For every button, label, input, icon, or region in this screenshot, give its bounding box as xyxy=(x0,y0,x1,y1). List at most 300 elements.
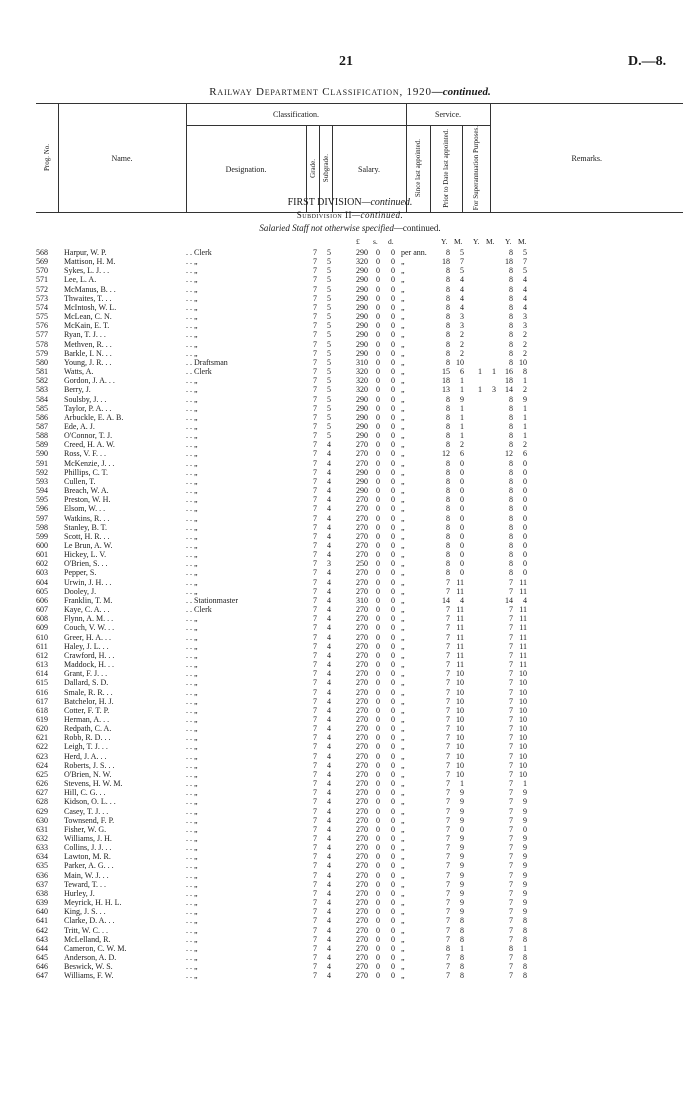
salary-period: „ xyxy=(401,476,405,486)
since-last-months: 0 xyxy=(460,486,464,496)
table-row xyxy=(0,541,700,550)
designation: . . Stationmaster xyxy=(186,595,238,605)
table-row xyxy=(0,385,700,394)
superannuation-years: 7 xyxy=(509,623,513,633)
salary-pence: 0 xyxy=(391,870,395,880)
salary-pence: 0 xyxy=(391,431,395,441)
designation: . . „ xyxy=(186,925,198,935)
salary-shillings: 0 xyxy=(376,495,380,505)
prog-number: 621 xyxy=(36,733,48,743)
designation: . . „ xyxy=(186,779,198,789)
subgrade: 4 xyxy=(327,614,331,624)
table-row xyxy=(0,861,700,870)
salary-period: „ xyxy=(401,431,405,441)
salary-period: „ xyxy=(401,696,405,706)
salary-shillings: 0 xyxy=(376,312,380,322)
prior-years: 1 xyxy=(478,367,482,377)
since-last-months: 0 xyxy=(460,541,464,550)
salary-pence: 0 xyxy=(391,495,395,505)
table-row xyxy=(0,248,700,257)
salary-pounds: 320 xyxy=(356,257,368,267)
salary-pounds: 270 xyxy=(356,962,368,972)
grade: 7 xyxy=(313,559,317,569)
salary-shillings: 0 xyxy=(376,971,380,981)
table-row xyxy=(0,568,700,577)
superannuation-months: 0 xyxy=(523,568,527,578)
prog-number: 614 xyxy=(36,669,48,679)
superannuation-years: 8 xyxy=(509,513,513,523)
superannuation-months: 8 xyxy=(523,916,527,926)
salary-period: „ xyxy=(401,403,405,413)
designation: . . „ xyxy=(186,687,198,697)
grade: 7 xyxy=(313,971,317,981)
grade: 7 xyxy=(313,769,317,779)
superannuation-months: 0 xyxy=(523,541,527,550)
salary-pence: 0 xyxy=(391,522,395,532)
table-row xyxy=(0,275,700,284)
grade: 7 xyxy=(313,797,317,807)
salary-period: „ xyxy=(401,312,405,322)
subgrade: 4 xyxy=(327,934,331,944)
subgrade: 4 xyxy=(327,742,331,752)
since-last-years: 7 xyxy=(446,834,450,843)
subgrade: 5 xyxy=(327,321,331,331)
staff-name: Ross, V. F. . . xyxy=(64,449,106,459)
salary-pence: 0 xyxy=(391,293,395,303)
salary-period: „ xyxy=(401,302,405,312)
table-row xyxy=(0,605,700,614)
grade: 7 xyxy=(313,907,317,917)
superannuation-months: 8 xyxy=(523,367,527,377)
since-last-years: 7 xyxy=(446,934,450,944)
salary-shillings: 0 xyxy=(376,824,380,834)
subgrade: 5 xyxy=(327,421,331,431)
salary-shillings: 0 xyxy=(376,779,380,789)
superannuation-years: 8 xyxy=(509,339,513,349)
since-last-years: 8 xyxy=(446,486,450,496)
prog-number: 647 xyxy=(36,971,48,981)
salary-pounds: 270 xyxy=(356,843,368,853)
superannuation-months: 4 xyxy=(523,595,527,605)
salary-shillings: 0 xyxy=(376,788,380,798)
table-row xyxy=(0,376,700,385)
superannuation-years: 7 xyxy=(509,971,513,981)
table-row xyxy=(0,404,700,413)
prog-number: 593 xyxy=(36,476,48,486)
salary-shillings: 0 xyxy=(376,348,380,358)
months-unit: M. xyxy=(454,237,463,246)
prior-months: 1 xyxy=(492,367,496,377)
staff-name: Preston, W. H. xyxy=(64,495,111,505)
salary-period: „ xyxy=(401,266,405,276)
table-row xyxy=(0,660,700,669)
subgrade: 4 xyxy=(327,971,331,981)
salary-pounds: 270 xyxy=(356,605,368,615)
since-last-years: 8 xyxy=(446,248,450,257)
salary-pence: 0 xyxy=(391,467,395,477)
salary-period: „ xyxy=(401,586,405,596)
salary-pounds: 270 xyxy=(356,669,368,679)
salary-pounds: 270 xyxy=(356,541,368,550)
staff-name: King, J. S. . . xyxy=(64,907,106,917)
subgrade: 4 xyxy=(327,623,331,633)
superannuation-months: 11 xyxy=(519,605,527,615)
salary-pounds: 290 xyxy=(356,421,368,431)
since-last-years: 7 xyxy=(446,852,450,862)
grade: 7 xyxy=(313,962,317,972)
designation: . . „ xyxy=(186,486,198,496)
designation: . . „ xyxy=(186,705,198,715)
staff-name: Herd, J. A. . . xyxy=(64,751,107,761)
salary-pence: 0 xyxy=(391,687,395,697)
prog-number: 570 xyxy=(36,266,48,276)
since-last-months: 9 xyxy=(460,907,464,917)
salary-period: „ xyxy=(401,962,405,972)
salary-period: „ xyxy=(401,907,405,917)
salary-pounds: 270 xyxy=(356,907,368,917)
table-row xyxy=(0,871,700,880)
prog-number: 587 xyxy=(36,421,48,431)
staff-name: Elsom, W. . . xyxy=(64,504,106,514)
since-last-months: 10 xyxy=(456,705,464,715)
since-last-months: 5 xyxy=(460,266,464,276)
designation: . . „ xyxy=(186,504,198,514)
since-last-months: 0 xyxy=(460,467,464,477)
salary-period: „ xyxy=(401,705,405,715)
salary-pounds: 270 xyxy=(356,714,368,724)
staff-name: Grant, F. J. . . xyxy=(64,669,108,679)
salary-period: „ xyxy=(401,760,405,770)
salary-pounds: 270 xyxy=(356,742,368,752)
since-last-months: 0 xyxy=(460,458,464,468)
salary-period: „ xyxy=(401,687,405,697)
salary-shillings: 0 xyxy=(376,321,380,331)
staff-name: Gordon, J. A. . . xyxy=(64,376,115,386)
salary-period: „ xyxy=(401,257,405,267)
superannuation-months: 4 xyxy=(523,293,527,303)
designation: . . „ xyxy=(186,531,198,541)
salary-shillings: 0 xyxy=(376,367,380,377)
grade: 7 xyxy=(313,843,317,853)
salary-pounds: 320 xyxy=(356,385,368,395)
table-row xyxy=(0,706,700,715)
subgrade: 4 xyxy=(327,696,331,706)
salary-pence: 0 xyxy=(391,357,395,367)
salary-shillings: 0 xyxy=(376,568,380,578)
designation: . . „ xyxy=(186,302,198,312)
since-last-years: 7 xyxy=(446,751,450,761)
since-last-years: 7 xyxy=(446,678,450,688)
since-last-months: 10 xyxy=(456,669,464,679)
prior-to-date-header: Prior to Date last appointed. xyxy=(430,126,462,213)
division-heading: FIRST DIVISION—continued. xyxy=(287,197,413,208)
salary-period: „ xyxy=(401,632,405,642)
salary-period: „ xyxy=(401,733,405,743)
staff-name: Watts, A. xyxy=(64,367,94,377)
salary-pounds: 270 xyxy=(356,522,368,532)
salary-pounds: 270 xyxy=(356,568,368,578)
since-last-months: 4 xyxy=(460,284,464,294)
grade: 7 xyxy=(313,403,317,413)
staff-name: Dooley, J. xyxy=(64,586,97,596)
since-last-months: 0 xyxy=(460,513,464,523)
subdivision-heading: Subdivision II—continued. xyxy=(296,210,404,220)
salary-period: „ xyxy=(401,376,405,386)
salary-shillings: 0 xyxy=(376,696,380,706)
grade-header: Grade. xyxy=(306,126,319,213)
salary-pounds: 270 xyxy=(356,953,368,963)
subgrade: 4 xyxy=(327,678,331,688)
since-last-years: 7 xyxy=(446,577,450,587)
staff-name: Smale, R. R. . . xyxy=(64,687,113,697)
grade: 7 xyxy=(313,806,317,816)
salary-pounds: 270 xyxy=(356,696,368,706)
since-last-months: 1 xyxy=(460,403,464,413)
salary-period: „ xyxy=(401,541,405,550)
salary-pounds: 290 xyxy=(356,348,368,358)
table-row xyxy=(0,440,700,449)
prog-number: 635 xyxy=(36,861,48,871)
salary-period: „ xyxy=(401,577,405,587)
salary-pence: 0 xyxy=(391,321,395,331)
designation: . . „ xyxy=(186,321,198,331)
prog-number: 609 xyxy=(36,623,48,633)
subgrade: 4 xyxy=(327,586,331,596)
staff-name: Barkle, I. N. . . xyxy=(64,348,112,358)
salary-shillings: 0 xyxy=(376,687,380,697)
salary-shillings: 0 xyxy=(376,449,380,459)
salary-pence: 0 xyxy=(391,660,395,670)
since-last-months: 0 xyxy=(460,495,464,505)
name-header: Name. xyxy=(58,104,186,213)
prog-number: 569 xyxy=(36,257,48,267)
salary-pounds: 290 xyxy=(356,394,368,404)
superannuation-years: 7 xyxy=(509,852,513,862)
salary-pence: 0 xyxy=(391,779,395,789)
designation: . . „ xyxy=(186,916,198,926)
superannuation-months: 2 xyxy=(523,385,527,395)
superannuation-years: 8 xyxy=(509,421,513,431)
staff-name: Townsend, F. P. xyxy=(64,815,115,825)
salary-shillings: 0 xyxy=(376,724,380,734)
table-row xyxy=(0,642,700,651)
subgrade: 4 xyxy=(327,650,331,660)
salary-pence: 0 xyxy=(391,907,395,917)
prog-number: 623 xyxy=(36,751,48,761)
since-last-years: 8 xyxy=(446,394,450,404)
salary-period: „ xyxy=(401,943,405,953)
prog-number: 638 xyxy=(36,888,48,898)
superannuation-months: 9 xyxy=(523,797,527,807)
superannuation-months: 9 xyxy=(523,834,527,843)
grade: 7 xyxy=(313,421,317,431)
since-last-months: 8 xyxy=(460,953,464,963)
since-last-years: 7 xyxy=(446,870,450,880)
designation: . . „ xyxy=(186,632,198,642)
salary-pence: 0 xyxy=(391,916,395,926)
superannuation-months: 0 xyxy=(523,531,527,541)
grade: 7 xyxy=(313,824,317,834)
salary-shillings: 0 xyxy=(376,486,380,496)
table-row xyxy=(0,669,700,678)
salary-pounds: 270 xyxy=(356,943,368,953)
superannuation-months: 10 xyxy=(519,733,527,743)
salary-pence: 0 xyxy=(391,504,395,514)
grade: 7 xyxy=(313,431,317,441)
staff-name: Anderson, A. D. xyxy=(64,953,117,963)
table-row xyxy=(0,431,700,440)
superannuation-years: 7 xyxy=(509,751,513,761)
superannuation-years: 8 xyxy=(509,330,513,340)
prog-number: 633 xyxy=(36,843,48,853)
since-last-years: 8 xyxy=(446,431,450,441)
staff-name: Fisher, W. G. xyxy=(64,824,107,834)
superannuation-months: 9 xyxy=(523,898,527,908)
since-last-years: 8 xyxy=(446,321,450,331)
superannuation-months: 11 xyxy=(519,632,527,642)
since-last-months: 5 xyxy=(460,248,464,257)
salary-pence: 0 xyxy=(391,458,395,468)
prog-number: 617 xyxy=(36,696,48,706)
since-last-months: 1 xyxy=(460,431,464,441)
subgrade: 4 xyxy=(327,898,331,908)
superannuation-years: 7 xyxy=(509,696,513,706)
superannuation-months: 10 xyxy=(519,724,527,734)
superannuation-months: 9 xyxy=(523,879,527,889)
since-last-months: 1 xyxy=(460,376,464,386)
salary-pence: 0 xyxy=(391,476,395,486)
prog-number: 599 xyxy=(36,531,48,541)
designation: . . „ xyxy=(186,330,198,340)
since-last-years: 7 xyxy=(446,669,450,679)
salary-shillings: 0 xyxy=(376,431,380,441)
salary-shillings: 0 xyxy=(376,275,380,285)
salary-period: „ xyxy=(401,568,405,578)
since-last-months: 9 xyxy=(460,888,464,898)
salary-pence: 0 xyxy=(391,330,395,340)
since-last-months: 10 xyxy=(456,714,464,724)
grade: 7 xyxy=(313,751,317,761)
salary-pence: 0 xyxy=(391,898,395,908)
prog-number: 582 xyxy=(36,376,48,386)
salary-pence: 0 xyxy=(391,486,395,496)
designation: . . „ xyxy=(186,879,198,889)
prog-number: 573 xyxy=(36,293,48,303)
superannuation-months: 0 xyxy=(523,504,527,514)
staff-name: Dallard, S. D. xyxy=(64,678,109,688)
grade: 7 xyxy=(313,293,317,303)
grade: 7 xyxy=(313,504,317,514)
years-unit: Y. xyxy=(473,237,480,246)
superannuation-months: 9 xyxy=(523,870,527,880)
salary-pounds: 270 xyxy=(356,531,368,541)
staff-name: Batchelor, H. J. xyxy=(64,696,114,706)
salary-pounds: 270 xyxy=(356,504,368,514)
prog-number: 641 xyxy=(36,916,48,926)
superannuation-months: 9 xyxy=(523,394,527,404)
subgrade: 4 xyxy=(327,751,331,761)
salary-pounds: 290 xyxy=(356,330,368,340)
superannuation-months: 4 xyxy=(523,302,527,312)
superannuation-months: 5 xyxy=(523,266,527,276)
salary-pounds: 290 xyxy=(356,248,368,257)
salary-period: „ xyxy=(401,614,405,624)
remarks-header: Remarks. xyxy=(490,104,683,213)
salary-pounds: 270 xyxy=(356,632,368,642)
superannuation-years: 8 xyxy=(509,266,513,276)
staff-name: Meyrick, H. H. L. xyxy=(64,898,122,908)
salary-pence: 0 xyxy=(391,797,395,807)
subgrade: 4 xyxy=(327,769,331,779)
staff-name: Phillips, C. T. xyxy=(64,467,108,477)
salary-shillings: 0 xyxy=(376,714,380,724)
table-row xyxy=(0,449,700,458)
superannuation-months: 10 xyxy=(519,760,527,770)
salary-shillings: 0 xyxy=(376,577,380,587)
salary-pence: 0 xyxy=(391,367,395,377)
superannuation-years: 7 xyxy=(509,797,513,807)
salary-shillings: 0 xyxy=(376,559,380,569)
salary-pence: 0 xyxy=(391,788,395,798)
salary-shillings: 0 xyxy=(376,330,380,340)
grade: 7 xyxy=(313,467,317,477)
salary-pounds: 270 xyxy=(356,879,368,889)
table-row xyxy=(0,495,700,504)
since-last-years: 7 xyxy=(446,788,450,798)
grade: 7 xyxy=(313,522,317,532)
superannuation-years: 7 xyxy=(509,724,513,734)
superannuation-years: 8 xyxy=(509,412,513,422)
salary-pence: 0 xyxy=(391,568,395,578)
grade: 7 xyxy=(313,577,317,587)
table-row xyxy=(0,779,700,788)
superannuation-months: 1 xyxy=(523,376,527,386)
subgrade: 4 xyxy=(327,669,331,679)
salary-shillings: 0 xyxy=(376,962,380,972)
superannuation-years: 8 xyxy=(509,312,513,322)
subgrade: 4 xyxy=(327,541,331,550)
since-last-months: 3 xyxy=(460,321,464,331)
subgrade: 4 xyxy=(327,925,331,935)
prog-number: 626 xyxy=(36,779,48,789)
staff-name: Parker, A. G. . . xyxy=(64,861,114,871)
prog-number: 606 xyxy=(36,595,48,605)
staff-name: Scott, H. R. . . xyxy=(64,531,110,541)
salary-pence: 0 xyxy=(391,714,395,724)
designation: . . „ xyxy=(186,953,198,963)
superannuation-months: 3 xyxy=(523,321,527,331)
salary-pounds: 270 xyxy=(356,641,368,651)
superannuation-months: 1 xyxy=(523,403,527,413)
prog-number: 629 xyxy=(36,806,48,816)
designation: . . „ xyxy=(186,696,198,706)
superannuation-months: 11 xyxy=(519,623,527,633)
designation: . . „ xyxy=(186,733,198,743)
superannuation-months: 8 xyxy=(523,953,527,963)
salary-period: „ xyxy=(401,394,405,404)
salary-pounds: 270 xyxy=(356,733,368,743)
since-last-years: 13 xyxy=(442,385,450,395)
since-last-months: 0 xyxy=(460,476,464,486)
salary-pence: 0 xyxy=(391,275,395,285)
grade: 7 xyxy=(313,257,317,267)
since-last-months: 10 xyxy=(456,760,464,770)
salary-shillings: 0 xyxy=(376,879,380,889)
since-last-years: 7 xyxy=(446,724,450,734)
since-last-years: 8 xyxy=(446,531,450,541)
subgrade: 5 xyxy=(327,431,331,441)
prog-number: 627 xyxy=(36,788,48,798)
